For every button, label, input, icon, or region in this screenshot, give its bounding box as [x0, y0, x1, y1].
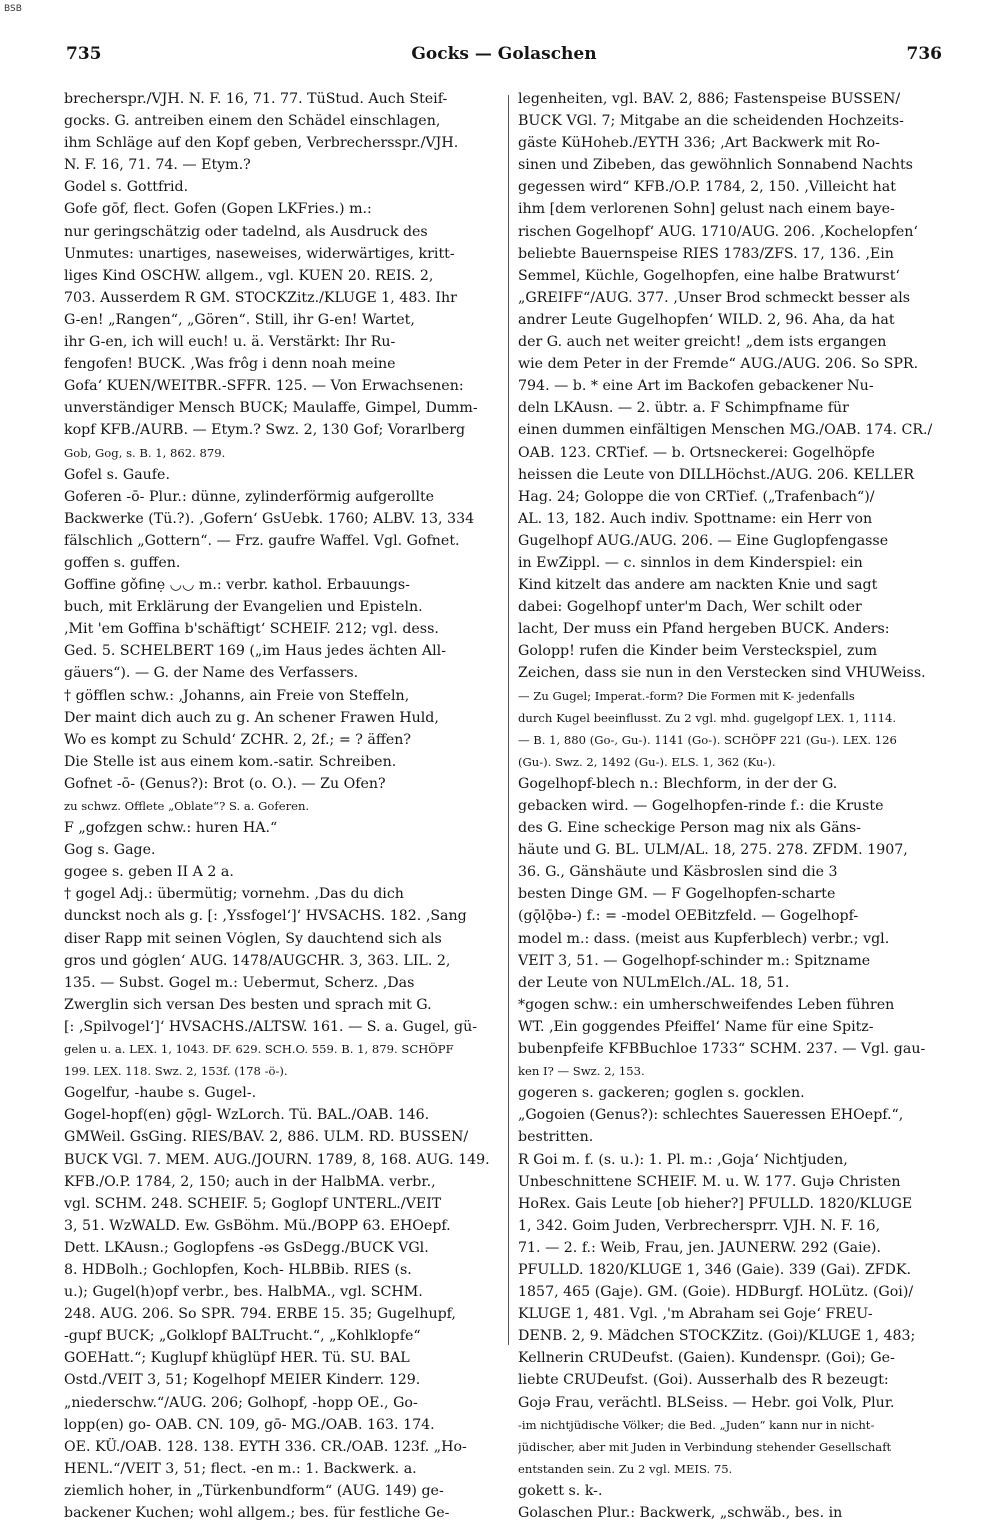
text-line: Kind kitzelt das andere am nackten Knie und sagt — [518, 577, 878, 594]
text-line: andrer Leute Gugelhopfen‘ WILD. 2, 96. Aha, da hat — [518, 311, 895, 328]
text-line: Hag. 24; Goloppe die von CRTief. („Trafenbach“)/ — [518, 488, 875, 505]
text-line: ‚Mit 'em Goffina b'schäftigt‘ SCHEIF. 212; vgl. dess. — [64, 621, 439, 638]
page-number-left: 735 — [66, 44, 102, 64]
text-line: gegessen wird“ KFB./O.P. 1784, 2, 150. ‚Villeicht hat — [518, 179, 896, 196]
text-line: 1, 342. Goim Juden, Verbrechersprr. VJH. N. F. 16, — [518, 1217, 881, 1234]
text-line: nur geringschätzig oder tadelnd, als Ausdruck des — [64, 223, 428, 240]
text-line: entstanden sein. Zu 2 vgl. MEIS. 75. — [518, 1461, 733, 1476]
text-line: Godel s. Gottfrid. — [64, 179, 189, 196]
text-line: gros und gȯglen‘ AUG. 1478/AUGCHR. 3, 363. LIL. 2, — [64, 952, 451, 969]
text-line: gäste KüHoheb./EYTH 336; ‚Art Backwerk mit Ro- — [518, 135, 880, 152]
text-line: GMWeil. GsGing. RIES/BAV. 2, 886. ULM. RD. BUSSEN/ — [64, 1129, 469, 1146]
text-line: in EwZippl. — c. sinnlos in dem Kinderspiel: ein — [518, 554, 863, 571]
text-line: DENB. 2, 9. Mädchen STOCKZitz. (Goi)/KLUGE 1, 483; — [518, 1328, 916, 1345]
text-line: unverständiger Mensch BUCK; Maulaffe, Gimpel, Dumm- — [64, 400, 478, 417]
text-line: der G. auch net weiter greicht! „dem ists ergangen — [518, 334, 887, 351]
text-line: Ostd./VEIT 3, 51; Kogelhopf MEIER Kinderr. 129. — [64, 1372, 421, 1389]
text-line: „niederschw.“/AUG. 206; Golhopf, -hopp OE., Go- — [64, 1394, 418, 1411]
column-divider — [508, 95, 509, 1345]
running-head: Gocks — Golaschen — [411, 44, 597, 64]
text-line: — Zu Gugel; Imperat.-form? Die Formen mit K- jedenfalls — [518, 688, 855, 703]
text-line: bubenpfeife KFBBuchloe 1733“ SCHM. 237. — Vgl. gau- — [518, 1041, 926, 1058]
text-line: ziemlich hoher, in „Türkenbundform“ (AUG. 149) ge- — [64, 1482, 444, 1499]
text-line: Goferen -ō- Plur.: dünne, zylinderförmig aufgerollte — [64, 488, 435, 505]
text-line: 135. — Subst. Gogel m.: Uebermut, Scherz. ‚Das — [64, 974, 415, 991]
text-line: VEIT 3, 51. — Gogelhopf-schinder m.: Spitzname — [518, 952, 871, 969]
text-line: Gogelhopf-blech n.: Blechform, in der der G. — [518, 775, 838, 792]
right-column — [518, 88, 942, 1524]
text-line: gäuers“). — G. der Name des Verfassers. — [64, 665, 359, 682]
text-line: Zeichen, dass sie nun in den Verstecken sind VHUWeiss. — [518, 665, 926, 682]
text-line: dunckst noch als g. [: ‚Yssfogel‘]‘ HVSACHS. 182. ‚Sang — [64, 908, 467, 925]
text-line: OAB. 123. CRTief. — b. Ortsneckerei: Gogelhöpfe — [518, 444, 875, 461]
text-line: lopp(en) go- OAB. CN. 109, gō- MG./OAB. 163. 174. — [64, 1416, 435, 1433]
text-line: gebacken wird. — Gogelhopfen-rinde f.: die Kruste — [518, 798, 884, 814]
text-line: OE. KÜ./OAB. 128. 138. EYTH 336. CR./OAB. 123f. „Ho- — [64, 1438, 467, 1455]
text-line: gokett s. k-. — [518, 1482, 603, 1499]
text-line: GOEHatt.“; Kuglupf khüglüpf HER. Tü. SU. BAL — [64, 1350, 410, 1367]
text-line: legenheiten, vgl. BAV. 2, 886; Fastenspeise BUSSEN/ — [518, 91, 901, 107]
text-line: Golaschen Plur.: Backwerk, „schwäb., bes. in — [518, 1505, 843, 1521]
text-line: beliebte Bauernspeise RIES 1783/ZFS. 17, 136. ‚Ein — [518, 245, 894, 262]
text-line: Gogel-hopf(en) gǭgl- WzLorch. Tü. BAL./OAB. 146. — [64, 1107, 430, 1124]
text-line: 794. — b. * eine Art im Backofen gebackener Nu- — [518, 378, 874, 395]
text-line: 3, 51. WzWALD. Ew. GsBöhm. Mü./BOPP 63. EHOepf. — [64, 1217, 451, 1234]
text-line: dabei: Gogelhopf unter'm Dach, Wer schilt oder — [518, 599, 862, 616]
text-line: Ged. 5. SCHELBERT 169 („im Haus jedes ächten All- — [64, 643, 446, 660]
text-line: Gogelfur, -haube s. Gugel-. — [64, 1085, 257, 1102]
text-line: ihr G-en, ich will euch! u. ä. Verstärkt: Ihr Ru- — [64, 334, 396, 351]
text-line: durch Kugel beeinflusst. Zu 2 vgl. mhd. gugelgopf LEX. 1, 1114. — [518, 710, 897, 725]
text-line: bestritten. — [518, 1129, 594, 1146]
text-line: lacht, Der muss ein Pfand hergeben BUCK. Anders: — [518, 621, 890, 638]
text-line: Unmutes: unartiges, naseweises, widerwärtiges, kritt- — [64, 245, 455, 262]
text-line: 71. — 2. f.: Weib, Frau, jen. JAUNERW. 292 (Gaie). — [518, 1239, 882, 1256]
text-line: häute und G. BL. ULM/AL. 18, 275. 278. ZFDM. 1907, — [518, 842, 908, 859]
text-line: [: ‚Spilvogel‘]‘ HVSACHS./ALTSW. 161. — S. a. Gugel, gü- — [64, 1018, 477, 1035]
text-line: 199. LEX. 118. Swz. 2, 153f. (178 -ö-). — [64, 1064, 288, 1079]
page-number-right: 736 — [906, 44, 942, 64]
text-line: u.); Gugel(h)opf verbr., bes. HalbMA., vgl. SCHM. — [64, 1284, 423, 1301]
text-line: kopf KFB./AURB. — Etym.? Swz. 2, 130 Gof; Vorarlberg — [64, 422, 466, 439]
text-line: fengofen! BUCK. ‚Was frôg i denn noah meine — [64, 356, 396, 373]
text-line: Gofnet -ō- (Genus?): Brot (o. O.). — Zu Ofen? — [64, 775, 386, 792]
text-line: besten Dinge GM. — F Gogelhopfen-scharte — [518, 886, 836, 903]
text-line: Der maint dich auch zu g. An schener Frawen Huld, — [64, 709, 439, 726]
text-line: Wo es kompt zu Schuld‘ ZCHR. 2, 2f.; = ? äffen? — [64, 731, 412, 748]
text-line: N. F. 16, 71. 74. — Etym.? — [64, 157, 251, 174]
text-line: backener Kuchen; wohl allgem.; bes. für festliche Ge- — [64, 1505, 450, 1521]
text-line: Zwerglin sich versan Des besten und sprach mit G. — [64, 996, 432, 1013]
text-line: gelen u. a. LEX. 1, 1043. DF. 629. SCH.O. 559. B. 1, 879. SCHÖPF — [64, 1042, 454, 1057]
text-line: zu schwz. Offlete „Oblate“? S. a. Goferen. — [64, 799, 310, 813]
text-line: ihm Schläge auf den Kopf geben, Verbrechersspr./VJH. — [64, 135, 459, 152]
text-line: F „gofzgen schw.: huren HA.“ — [64, 820, 278, 837]
text-line: G-en! „Rangen“, „Gören“. Still, ihr G-en! Wartet, — [64, 311, 415, 328]
text-line: HoRex. Gais Leute [ob hieher?] PFULLD. 1820/KLUGE — [518, 1195, 913, 1212]
text-line: PFULLD. 1820/KLUGE 1, 346 (Gaie). 339 (Gai). ZFDK. — [518, 1261, 912, 1278]
text-line: brecherspr./VJH. N. F. 16, 71. 77. TüStud. Auch Steif- — [64, 91, 448, 107]
text-line: Gog s. Gage. — [64, 842, 156, 859]
text-line: KFB./O.P. 1784, 2, 150; auch in der HalbMA. verbr., — [64, 1173, 436, 1190]
text-line: Semmel, Küchle, Gogelhopfen, eine halbe Bratwurst‘ — [518, 267, 900, 284]
text-line: 703. Ausserdem R GM. STOCKZitz./KLUGE 1, 483. Ihr — [64, 289, 457, 306]
text-line: jüdischer, aber mit Juden in Verbindung stehender Gesellschaft — [518, 1439, 892, 1454]
text-line: HENL.“/VEIT 3, 51; flect. -en m.: 1. Backwerk. a. — [64, 1460, 417, 1477]
text-line: Unbeschnittene SCHEIF. M. u. W. 177. Gujə Christen — [518, 1173, 901, 1190]
text-line: BUCK VGl. 7. MEM. AUG./JOURN. 1789, 8, 168. AUG. 149. — [64, 1151, 490, 1168]
text-line: Backwerke (Tü.?). ‚Gofern‘ GsUebk. 1760; ALBV. 13, 334 — [64, 510, 475, 527]
text-line: „GREIFF“/AUG. 377. ‚Unser Brod schmeckt besser als — [518, 289, 911, 306]
text-line: Gugelhopf AUG./AUG. 206. — Eine Guglopfengasse — [518, 532, 889, 549]
left-column — [64, 88, 502, 1524]
text-line: fälschlich „Gottern“. — Frz. gaufre Waffel. Vgl. Gofnet. — [64, 532, 460, 549]
text-line: 1857, 465 (Gaje). GM. (Goie). HDBurgf. HOLütz. (Goi)/ — [518, 1284, 914, 1301]
text-line: -gupf BUCK; „Golklopf BALTrucht.“, „Kohlklopfe“ — [64, 1328, 421, 1345]
text-line: buch, mit Erklärung der Evangelien und Episteln. — [64, 599, 423, 616]
text-line: gocks. G. antreiben einem den Schädel einschlagen, — [64, 113, 441, 130]
text-line: -im nichtjüdische Völker; die Bed. „Juden“ kann nur in nicht- — [518, 1417, 875, 1432]
text-line: (Gu-). Swz. 2, 1492 (Gu-). ELS. 1, 362 (Ku-). — [518, 754, 776, 769]
text-line: Kellnerin CRUDeufst. (Gaien). Kundenspr. (Goi); Ge- — [518, 1350, 895, 1367]
text-line: gogee s. geben II A 2 a. — [64, 864, 234, 881]
text-line: sinen und Zibeben, das gewöhnlich Sonnabend Nachts — [518, 157, 913, 174]
text-line: vgl. SCHM. 248. SCHEIF. 5; Goglopf UNTERL./VEIT — [64, 1195, 442, 1212]
text-line: diser Rapp mit seinen Vȯglen, Sy dauchtend sich als — [64, 930, 442, 947]
text-line: heissen die Leute von DILLHöchst./AUG. 206. KELLER — [518, 466, 915, 483]
text-line: (gǭlǭbə-) f.: = -model OEBitzfeld. — Gogelhopf- — [518, 908, 859, 925]
page-header — [66, 44, 942, 74]
text-line: ken I? — Swz. 2, 153. — [518, 1064, 645, 1079]
text-line: model m.: dass. (meist aus Kupferblech) verbr.; vgl. — [518, 930, 890, 947]
text-line: KLUGE 1, 481. Vgl. ‚'m Abraham sei Goje‘ FREU- — [518, 1306, 873, 1323]
text-line: Die Stelle ist aus einem kom.-satir. Schreiben. — [64, 753, 397, 770]
text-line: R Goi m. f. (s. u.): 1. Pl. m.: ‚Goja‘ Nichtjuden, — [518, 1151, 848, 1168]
text-line: der Leute von NULmElch./AL. 18, 51. — [518, 974, 790, 991]
text-line: wie dem Peter in der Fremde“ AUG./AUG. 206. So SPR. — [518, 356, 919, 373]
text-line: rischen Gogelhopf‘ AUG. 1710/AUG. 206. ‚Kochelopfen‘ — [518, 223, 918, 240]
text-line: AL. 13, 182. Auch indiv. Spottname: ein Herr von — [518, 510, 873, 527]
text-line: Gofa‘ KUEN/WEITBR.-SFFR. 125. — Von Erwachsenen: — [64, 378, 464, 395]
text-line: deln LKAusn. — 2. übtr. a. F Schimpfname für — [518, 400, 849, 417]
text-line: 248. AUG. 206. So SPR. 794. ERBE 15. 35; Gugelhupf, — [64, 1306, 456, 1323]
text-line: Gob, Gog, s. B. 1, 862. 879. — [64, 445, 226, 460]
text-line: WT. ‚Ein goggendes Pfeiffel‘ Name für eine Spitz- — [518, 1018, 874, 1035]
text-line: Goffine gǒfinẹ ◡◡ m.: verbr. kathol. Erbauungs- — [64, 577, 410, 594]
text-line: liges Kind OSCHW. allgem., vgl. KUEN 20. REIS. 2, — [64, 267, 434, 284]
text-line: Golopp! rufen die Kinder beim Versteckspiel, zum — [518, 643, 878, 660]
text-line: 36. G., Gänshäute und Käsbroslen sind die 3 — [518, 864, 838, 881]
text-line: goffen s. guffen. — [64, 554, 181, 571]
text-line: liebte CRUDeufst. (Goi). Ausserhalb des R bezeugt: — [518, 1372, 889, 1389]
text-line: BUCK VGl. 7; Mitgabe an die scheidenden Hochzeits- — [518, 113, 904, 130]
text-line: † göfflen schw.: ‚Johanns, ain Freie von Steffeln, — [64, 687, 410, 704]
text-line: † gogel Adj.: übermütig; vornehm. ‚Das du dich — [64, 886, 404, 903]
text-line: „Gogoien (Genus?): schlechtes Saueressen EHOepf.“, — [518, 1107, 904, 1124]
library-stamp: BSB — [4, 4, 22, 14]
text-line: des G. Eine scheckige Person mag nix als Gäns- — [518, 820, 861, 837]
text-line: Dett. LKAusn.; Goglopfens -əs GsDegg./BUCK VGl. — [64, 1239, 429, 1256]
text-line: *gogen schw.: ein umherschweifendes Leben führen — [518, 996, 895, 1013]
text-line: Gojə Frau, verächtl. BLSeiss. — Hebr. goi Volk, Plur. — [518, 1394, 895, 1411]
text-line: — B. 1, 880 (Go-, Gu-). 1141 (Go-). SCHÖPF 221 (Gu-). LEX. 126 — [518, 732, 897, 747]
text-line: einen dummen einfältigen Menschen MG./OAB. 174. CR./ — [518, 422, 933, 439]
text-line: ihm [dem verlorenen Sohn] gelust nach einem baye- — [518, 201, 895, 218]
text-line: Gofe gōf, flect. Gofen (Gopen LKFries.) m.: — [64, 201, 372, 218]
text-line: Gofel s. Gaufe. — [64, 466, 170, 483]
text-line: gogeren s. gackeren; goglen s. gocklen. — [518, 1085, 805, 1102]
text-line: 8. HDBolh.; Gochlopfen, Koch- HLBBib. RIES (s. — [64, 1261, 412, 1278]
